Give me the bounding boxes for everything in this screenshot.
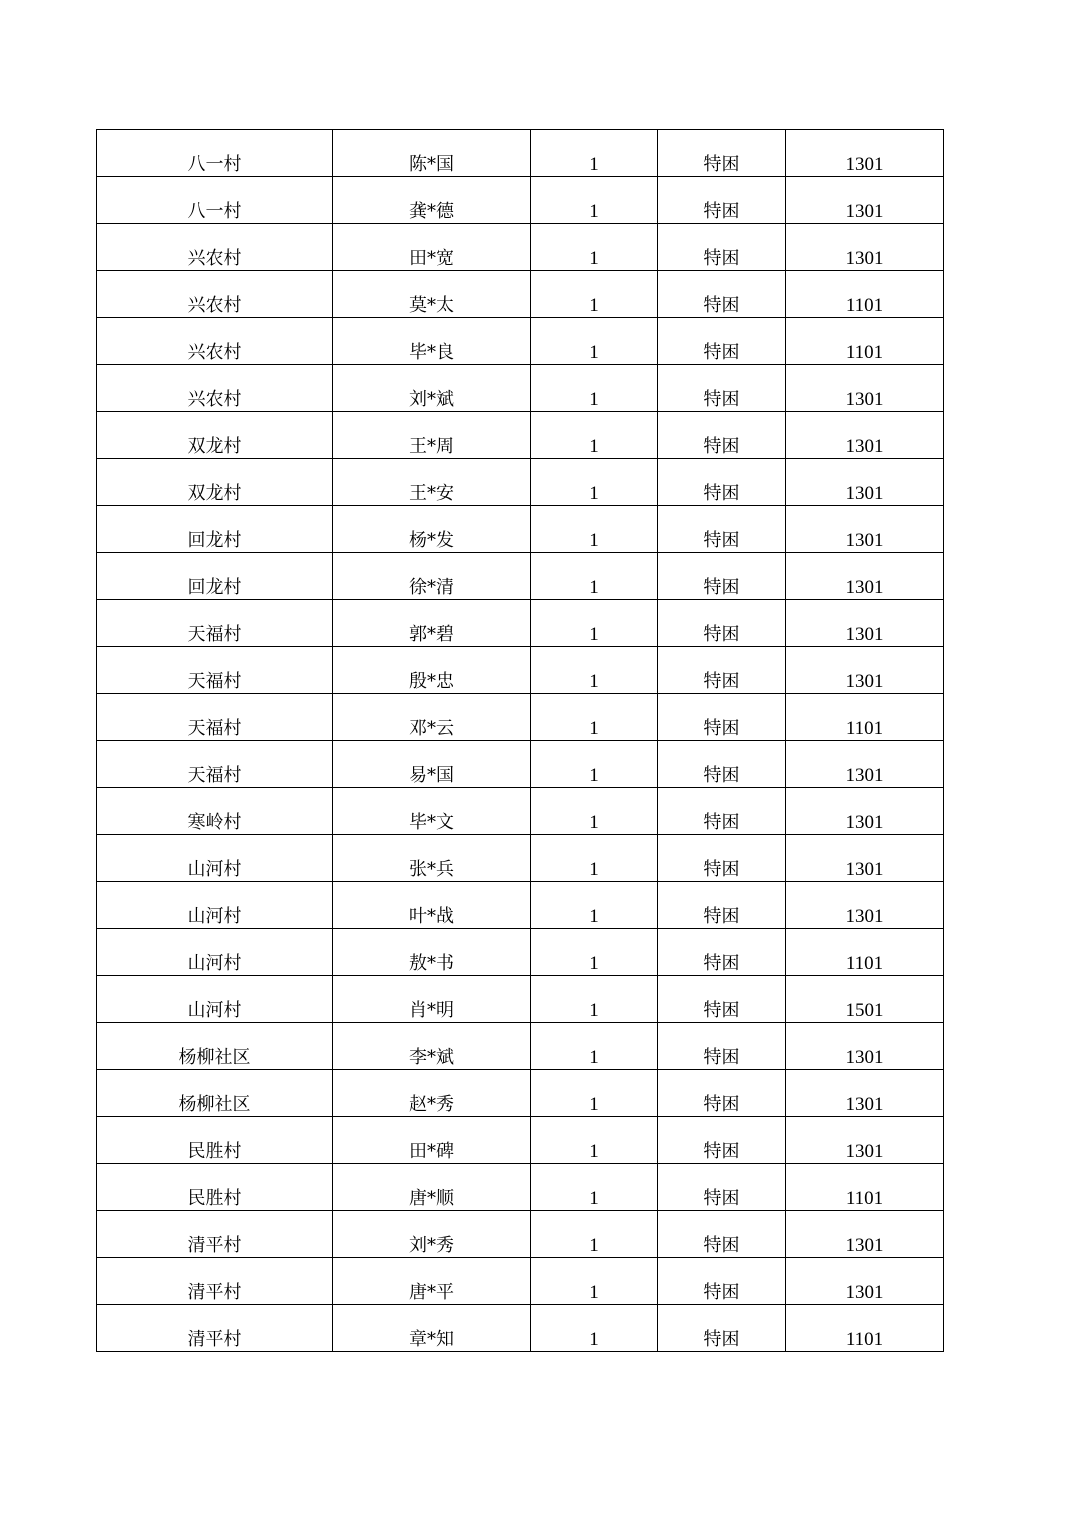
code-cell: 1301 (786, 1211, 944, 1258)
village-cell: 山河村 (97, 929, 333, 976)
name-cell: 田*宽 (333, 224, 531, 271)
count-cell: 1 (531, 506, 658, 553)
code-cell: 1301 (786, 835, 944, 882)
table-row (97, 130, 944, 177)
name-cell: 敖*书 (333, 929, 531, 976)
village-cell: 清平村 (97, 1211, 333, 1258)
village-cell: 天福村 (97, 600, 333, 647)
village-cell: 天福村 (97, 694, 333, 741)
category-cell: 特困 (658, 177, 786, 224)
count-cell: 1 (531, 741, 658, 788)
table-row (97, 271, 944, 318)
village-cell: 回龙村 (97, 553, 333, 600)
category-cell: 特困 (658, 271, 786, 318)
village-cell: 山河村 (97, 882, 333, 929)
code-cell: 1301 (786, 788, 944, 835)
village-cell: 双龙村 (97, 459, 333, 506)
count-cell: 1 (531, 1258, 658, 1305)
count-cell: 1 (531, 130, 658, 177)
name-cell: 莫*太 (333, 271, 531, 318)
category-cell: 特困 (658, 412, 786, 459)
category-cell: 特困 (658, 835, 786, 882)
category-cell: 特困 (658, 647, 786, 694)
village-cell: 清平村 (97, 1305, 333, 1352)
village-cell: 民胜村 (97, 1117, 333, 1164)
name-cell: 唐*顺 (333, 1164, 531, 1211)
code-cell: 1101 (786, 318, 944, 365)
table-row (97, 882, 944, 929)
table-row (97, 459, 944, 506)
table-row (97, 318, 944, 365)
category-cell: 特困 (658, 1305, 786, 1352)
code-cell: 1301 (786, 1117, 944, 1164)
village-cell: 八一村 (97, 177, 333, 224)
village-cell: 八一村 (97, 130, 333, 177)
table-row (97, 647, 944, 694)
category-cell: 特困 (658, 1211, 786, 1258)
name-cell: 毕*文 (333, 788, 531, 835)
code-cell: 1101 (786, 1305, 944, 1352)
table-row (97, 741, 944, 788)
village-cell: 双龙村 (97, 412, 333, 459)
name-cell: 张*兵 (333, 835, 531, 882)
code-cell: 1101 (786, 929, 944, 976)
name-cell: 王*安 (333, 459, 531, 506)
count-cell: 1 (531, 929, 658, 976)
category-cell: 特困 (658, 1117, 786, 1164)
count-cell: 1 (531, 1023, 658, 1070)
count-cell: 1 (531, 882, 658, 929)
name-cell: 李*斌 (333, 1023, 531, 1070)
category-cell: 特困 (658, 553, 786, 600)
table-row (97, 506, 944, 553)
count-cell: 1 (531, 1164, 658, 1211)
code-cell: 1301 (786, 177, 944, 224)
category-cell: 特困 (658, 600, 786, 647)
category-cell: 特困 (658, 929, 786, 976)
table-row (97, 1258, 944, 1305)
category-cell: 特困 (658, 694, 786, 741)
table-row (97, 365, 944, 412)
table-row (97, 929, 944, 976)
table-row (97, 788, 944, 835)
category-cell: 特困 (658, 1164, 786, 1211)
table-row (97, 553, 944, 600)
code-cell: 1301 (786, 741, 944, 788)
village-cell: 兴农村 (97, 271, 333, 318)
name-cell: 肖*明 (333, 976, 531, 1023)
table-body (97, 130, 944, 1352)
code-cell: 1301 (786, 130, 944, 177)
count-cell: 1 (531, 459, 658, 506)
category-cell: 特困 (658, 130, 786, 177)
code-cell: 1301 (786, 1023, 944, 1070)
category-cell: 特困 (658, 459, 786, 506)
category-cell: 特困 (658, 976, 786, 1023)
code-cell: 1301 (786, 365, 944, 412)
table-row (97, 1117, 944, 1164)
count-cell: 1 (531, 1211, 658, 1258)
count-cell: 1 (531, 694, 658, 741)
name-cell: 徐*清 (333, 553, 531, 600)
table-row (97, 177, 944, 224)
table-row (97, 835, 944, 882)
village-cell: 兴农村 (97, 365, 333, 412)
count-cell: 1 (531, 318, 658, 365)
name-cell: 章*知 (333, 1305, 531, 1352)
category-cell: 特困 (658, 788, 786, 835)
village-cell: 山河村 (97, 835, 333, 882)
name-cell: 王*周 (333, 412, 531, 459)
table-row (97, 1070, 944, 1117)
code-cell: 1101 (786, 1164, 944, 1211)
table-row (97, 600, 944, 647)
name-cell: 龚*德 (333, 177, 531, 224)
count-cell: 1 (531, 1305, 658, 1352)
category-cell: 特困 (658, 506, 786, 553)
name-cell: 赵*秀 (333, 1070, 531, 1117)
village-cell: 杨柳社区 (97, 1023, 333, 1070)
category-cell: 特困 (658, 1070, 786, 1117)
name-cell: 毕*良 (333, 318, 531, 365)
code-cell: 1101 (786, 271, 944, 318)
name-cell: 唐*平 (333, 1258, 531, 1305)
category-cell: 特困 (658, 224, 786, 271)
name-cell: 陈*国 (333, 130, 531, 177)
count-cell: 1 (531, 1117, 658, 1164)
code-cell: 1301 (786, 553, 944, 600)
name-cell: 刘*秀 (333, 1211, 531, 1258)
count-cell: 1 (531, 647, 658, 694)
count-cell: 1 (531, 976, 658, 1023)
code-cell: 1301 (786, 647, 944, 694)
table-row (97, 976, 944, 1023)
category-cell: 特困 (658, 318, 786, 365)
code-cell: 1301 (786, 1070, 944, 1117)
village-cell: 兴农村 (97, 224, 333, 271)
count-cell: 1 (531, 1070, 658, 1117)
count-cell: 1 (531, 271, 658, 318)
name-cell: 易*国 (333, 741, 531, 788)
village-cell: 回龙村 (97, 506, 333, 553)
village-cell: 民胜村 (97, 1164, 333, 1211)
village-cell: 天福村 (97, 741, 333, 788)
category-cell: 特困 (658, 882, 786, 929)
code-cell: 1301 (786, 412, 944, 459)
name-cell: 杨*发 (333, 506, 531, 553)
name-cell: 邓*云 (333, 694, 531, 741)
table-row (97, 1023, 944, 1070)
count-cell: 1 (531, 788, 658, 835)
count-cell: 1 (531, 177, 658, 224)
village-cell: 清平村 (97, 1258, 333, 1305)
name-cell: 刘*斌 (333, 365, 531, 412)
table-row (97, 412, 944, 459)
code-cell: 1301 (786, 459, 944, 506)
count-cell: 1 (531, 224, 658, 271)
name-cell: 郭*碧 (333, 600, 531, 647)
category-cell: 特困 (658, 741, 786, 788)
name-cell: 殷*忠 (333, 647, 531, 694)
count-cell: 1 (531, 412, 658, 459)
table-row (97, 1305, 944, 1352)
village-cell: 山河村 (97, 976, 333, 1023)
category-cell: 特困 (658, 365, 786, 412)
name-cell: 叶*战 (333, 882, 531, 929)
category-cell: 特困 (658, 1023, 786, 1070)
code-cell: 1301 (786, 1258, 944, 1305)
name-cell: 田*碑 (333, 1117, 531, 1164)
table-row (97, 1211, 944, 1258)
village-cell: 寒岭村 (97, 788, 333, 835)
category-cell: 特困 (658, 1258, 786, 1305)
count-cell: 1 (531, 365, 658, 412)
code-cell: 1101 (786, 694, 944, 741)
village-cell: 天福村 (97, 647, 333, 694)
code-cell: 1301 (786, 882, 944, 929)
count-cell: 1 (531, 553, 658, 600)
code-cell: 1501 (786, 976, 944, 1023)
table-row (97, 694, 944, 741)
count-cell: 1 (531, 600, 658, 647)
count-cell: 1 (531, 835, 658, 882)
code-cell: 1301 (786, 224, 944, 271)
village-cell: 杨柳社区 (97, 1070, 333, 1117)
table-row (97, 224, 944, 271)
village-cell: 兴农村 (97, 318, 333, 365)
table-row (97, 1164, 944, 1211)
data-table (96, 129, 944, 1352)
code-cell: 1301 (786, 600, 944, 647)
code-cell: 1301 (786, 506, 944, 553)
